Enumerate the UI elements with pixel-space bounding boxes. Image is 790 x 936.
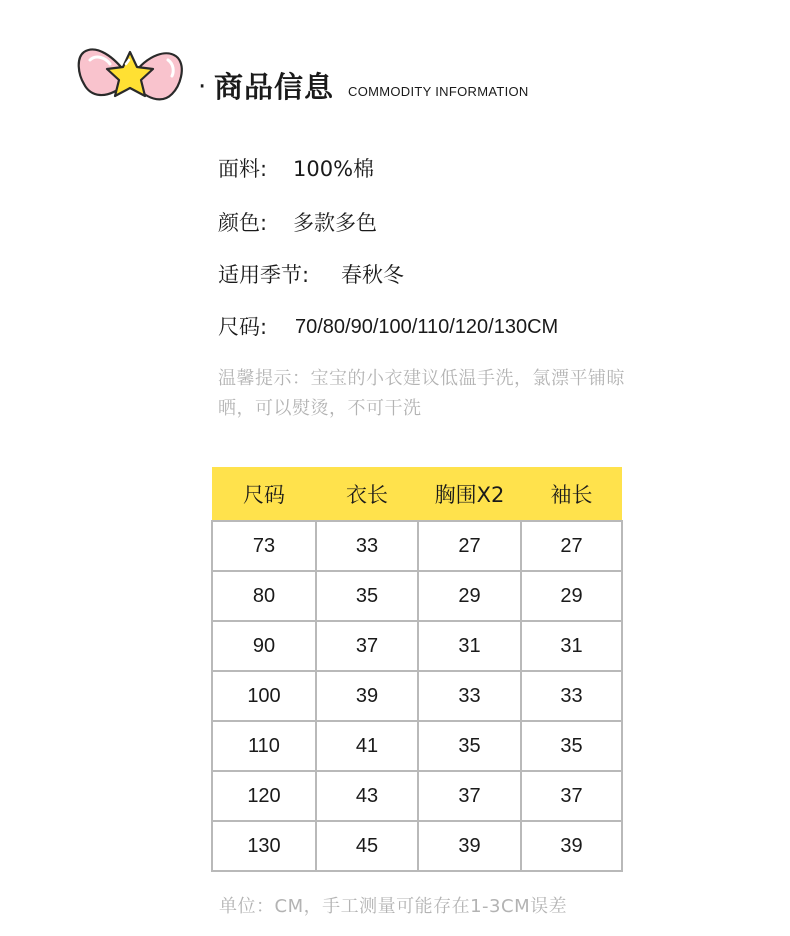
header-chest: 胸围X2 <box>418 467 521 521</box>
table-cell: 130 <box>212 821 316 871</box>
table-cell: 37 <box>521 771 622 821</box>
info-fabric <box>218 155 375 183</box>
header-size: 尺码 <box>212 467 316 521</box>
table-cell: 37 <box>418 771 521 821</box>
table-cell: 33 <box>521 671 622 721</box>
bow-star-icon <box>76 38 186 116</box>
table-row <box>212 771 622 821</box>
table-cell: 110 <box>212 721 316 771</box>
table-cell: 27 <box>521 521 622 571</box>
header-sleeve: 袖长 <box>521 467 622 521</box>
care-tip: 温馨提示：宝宝的小衣建议低温手洗，氯漂平铺晾晒，可以熨烫，不可干洗 <box>218 368 625 419</box>
measurement-note: 单位：CM，手工测量可能存在1-3CM误差 <box>219 896 568 917</box>
color-label: 颜色: <box>218 211 268 235</box>
table-cell: 39 <box>418 821 521 871</box>
table-cell: 100 <box>212 671 316 721</box>
size-label: 尺码: <box>218 315 268 339</box>
table-row <box>212 821 622 871</box>
table-cell: 35 <box>521 721 622 771</box>
table-cell: 27 <box>418 521 521 571</box>
table-cell: 33 <box>418 671 521 721</box>
table-cell: 80 <box>212 571 316 621</box>
table-cell: 90 <box>212 621 316 671</box>
table-cell: 39 <box>521 821 622 871</box>
table-cell: 33 <box>316 521 418 571</box>
table-cell: 37 <box>316 621 418 671</box>
info-size <box>218 313 559 341</box>
title-bullet: · <box>198 72 207 102</box>
title-chinese: 商品信息 <box>214 70 335 104</box>
table-cell: 29 <box>521 571 622 621</box>
size-chart-table <box>211 467 623 872</box>
table-cell: 31 <box>521 621 622 671</box>
table-cell: 41 <box>316 721 418 771</box>
season-label: 适用季节: <box>218 263 310 287</box>
season-value: 春秋冬 <box>341 263 404 287</box>
size-value: 70/80/90/100/110/120/130CM <box>295 316 559 338</box>
title-english: COMMODITY INFORMATION <box>348 84 529 99</box>
table-cell: 29 <box>418 571 521 621</box>
table-cell: 73 <box>212 521 316 571</box>
table-row <box>212 521 622 571</box>
info-color <box>218 209 377 237</box>
table-row <box>212 571 622 621</box>
table-cell: 120 <box>212 771 316 821</box>
table-header-row <box>212 467 622 521</box>
fabric-label: 面料: <box>218 157 268 181</box>
table-cell: 39 <box>316 671 418 721</box>
info-season <box>218 261 404 289</box>
color-value: 多款多色 <box>293 211 377 235</box>
table-row <box>212 671 622 721</box>
table-cell: 35 <box>316 571 418 621</box>
table-cell: 43 <box>316 771 418 821</box>
header-length: 衣长 <box>316 467 418 521</box>
table-cell: 45 <box>316 821 418 871</box>
fabric-value: 100%棉 <box>293 157 375 181</box>
table-cell: 31 <box>418 621 521 671</box>
table-row <box>212 721 622 771</box>
table-row <box>212 621 622 671</box>
table-cell: 35 <box>418 721 521 771</box>
